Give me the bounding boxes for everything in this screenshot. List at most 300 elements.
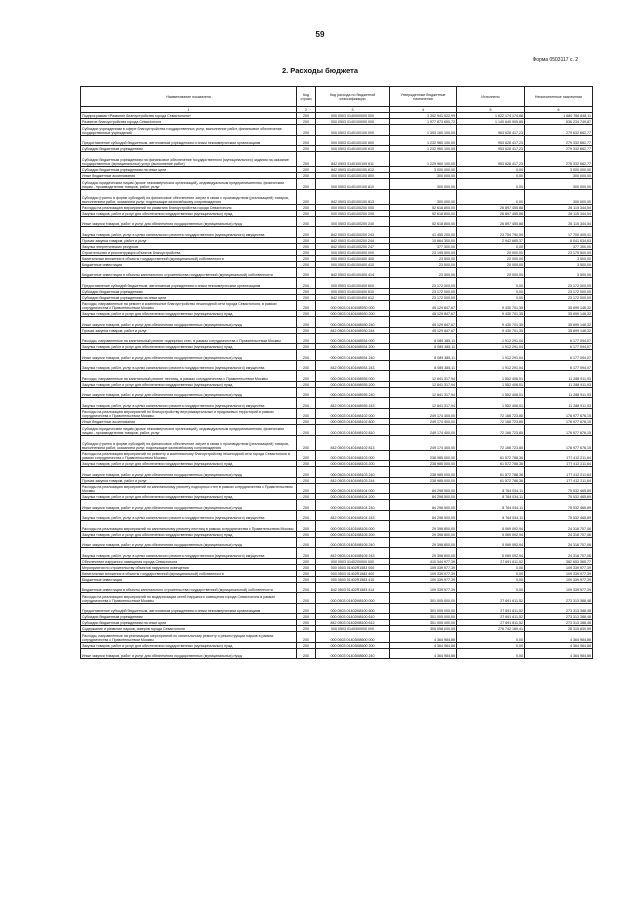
- cell-approved: 52 618 800,00: [390, 210, 457, 216]
- cell-indicator-name: Расходы, направленные на капитальный ремонт лестниц, в рамках сотрудничества с Правительством Москвы: [81, 371, 297, 382]
- cell-budget-code: 842 0503 0140100200 244: [316, 237, 390, 243]
- cell-line-code: 200: [297, 371, 316, 382]
- cell-line-code: 200: [297, 360, 316, 371]
- cell-remaining: 26 115 344,54: [525, 204, 593, 210]
- cell-indicator-name: Бюджетные инвестиции: [81, 261, 297, 267]
- cell-line-code: 200: [297, 425, 316, 436]
- cell-budget-code: 000 0503 01401М8104 240: [316, 500, 390, 511]
- cell-budget-code: 000 0503 0140100400 410: [316, 261, 390, 267]
- cell-budget-code: 000 0503 0140100100 000: [316, 125, 390, 136]
- cell-budget-code: 000 0503 0140100000 000: [316, 119, 390, 125]
- cell-budget-code: 000 0503 01402R1583 410: [316, 576, 390, 582]
- cell-approved: 23 500,00: [390, 261, 457, 267]
- cell-approved: 301 005 000,00: [390, 603, 457, 614]
- cell-executed: 953 628 417,23: [457, 135, 525, 146]
- cell-approved: 1 229 960 100,00: [390, 152, 457, 167]
- table-row: [81, 521, 593, 532]
- cell-remaining: 75 532 465,89: [525, 494, 593, 500]
- cell-remaining: 3 000 000,00: [525, 167, 593, 173]
- cell-indicator-name: Мероприятия по строительству объектов наружного освещения: [81, 564, 297, 570]
- cell-approved: 109 339 977,39: [390, 576, 457, 582]
- cell-executed: 1 140 640 905,85: [457, 119, 525, 125]
- cell-remaining: 6 177 094,07: [525, 344, 593, 350]
- cell-budget-code: 842 0503 01401М8103 244: [316, 477, 390, 483]
- cell-line-code: 200: [297, 255, 316, 261]
- cell-executed: 20 000,00: [457, 261, 525, 267]
- cell-budget-code: 000 0503 01402М8100 610: [316, 614, 390, 620]
- cell-executed: 26 897 455,88: [457, 210, 525, 216]
- cell-budget-code: 842 0503 01401М8935 243: [316, 398, 390, 409]
- cell-indicator-name: Субсидии юридическим лицам (кроме некоммерческих организаций), индивидуальным предпринимателям, физическим лицам - производителям товаров, работ, услуг: [81, 425, 297, 436]
- cell-line-code: 200: [297, 327, 316, 333]
- cell-line-code: 200: [297, 146, 316, 152]
- table-row: [81, 558, 593, 564]
- cell-budget-code: 000 0503 01401М8930 240: [316, 317, 390, 328]
- cell-indicator-name: Иные закупки товаров, работ и услуг для обеспечения государственных (муниципальных) нужд: [81, 467, 297, 478]
- cell-line-code: 200: [297, 548, 316, 559]
- cell-budget-code: 000 0503 01401М8102 800: [316, 419, 390, 425]
- cell-executed: 5 069 092,94: [457, 548, 525, 559]
- cell-remaining: 1 680 766 848,11: [525, 113, 593, 119]
- cell-executed: 0,00: [457, 632, 525, 643]
- cell-indicator-name: Обеспечение наружного освещения города Севастополя: [81, 558, 297, 564]
- cell-line-code: 200: [297, 300, 316, 311]
- cell-budget-code: 000 0503 01401М8105 200: [316, 531, 390, 537]
- cell-remaining: 3 500,00: [525, 255, 593, 261]
- cell-executed: 276 742 169,41: [457, 626, 525, 632]
- cell-budget-code: 000 0503 01401М8103 240: [316, 467, 390, 478]
- header-approved: Утвержденные бюджетные назначения: [390, 87, 457, 107]
- cell-approved: 52 618 800,00: [390, 216, 457, 227]
- cell-executed: 0,00: [457, 564, 525, 570]
- cell-remaining: 177 412 211,64: [525, 461, 593, 467]
- cell-budget-code: 842 0503 0140100200 247: [316, 243, 390, 249]
- cell-remaining: 4 364 984,88: [525, 632, 593, 643]
- cell-remaining: 11 288 911,93: [525, 398, 593, 409]
- header-indicator-name: Наименование показателя: [81, 87, 297, 107]
- table-row: [81, 333, 593, 344]
- cell-approved: 23 172 000,00: [390, 294, 457, 300]
- cell-approved: 45 129 847,67: [390, 300, 457, 311]
- cell-approved: 3 000 000,00: [390, 167, 457, 173]
- cell-budget-code: 000 0503 01401М8105 000: [316, 521, 390, 532]
- table-row: [81, 344, 593, 350]
- table-row: [81, 294, 593, 300]
- table-row: [81, 531, 593, 537]
- cell-approved: 23 172 000,00: [390, 278, 457, 289]
- cell-indicator-name: Расходы на реализацию мероприятий по капитальному ремонту подпорных стен в рамках сотрудничества с Правительством Москвы: [81, 483, 297, 494]
- table-row: [81, 582, 593, 593]
- cell-executed: 1 622 174 174,88: [457, 113, 525, 119]
- cell-remaining: 8 041 634,63: [525, 237, 593, 243]
- cell-line-code: 200: [297, 350, 316, 361]
- cell-indicator-name: Расходы, направленные на капитальный ремонт подпорных стен, в рамках сотрудничества с Правительством Москвы: [81, 333, 297, 344]
- cell-approved: 238 985 000,00: [390, 467, 457, 478]
- cell-indicator-name: Закупка товаров, работ и услуг для обеспечения государственных (муниципальных) нужд: [81, 210, 297, 216]
- cell-line-code: 200: [297, 227, 316, 238]
- cell-executed: 61 572 788,36: [457, 450, 525, 461]
- cell-line-code: 200: [297, 237, 316, 243]
- cell-approved: 12 841 317,94: [390, 381, 457, 387]
- page-title: 2. Расходы бюджета: [281, 66, 359, 75]
- cell-executed: 0,00: [457, 167, 525, 173]
- cell-executed: 5 069 092,94: [457, 521, 525, 532]
- cell-approved: 45 129 847,67: [390, 327, 457, 333]
- cell-remaining: 11 288 911,93: [525, 387, 593, 398]
- cell-approved: 23 500,00: [390, 255, 457, 261]
- cell-remaining: 11 288 911,93: [525, 371, 593, 382]
- table-row: [81, 135, 593, 146]
- cell-line-code: 200: [297, 632, 316, 643]
- cell-indicator-name: Иные закупки товаров, работ и услуг для обеспечения государственных (муниципальных) нужд: [81, 387, 297, 398]
- cell-indicator-name: Субсидии бюджетным учреждениям: [81, 614, 297, 620]
- cell-executed: 0,00: [457, 570, 525, 576]
- cell-approved: 301 005 000,00: [390, 593, 457, 604]
- cell-budget-code: 000 0503 0140100100 810: [316, 179, 390, 190]
- cell-remaining: 176 977 676,15: [525, 435, 593, 450]
- cell-indicator-name: Расходы на реализацию мероприятий по развитию благоустройства города Севастополя: [81, 204, 297, 210]
- cell-approved: 84 298 500,00: [390, 494, 457, 500]
- cell-remaining: 24 318 707,06: [525, 537, 593, 548]
- cell-line-code: 200: [297, 558, 316, 564]
- header-line-code: Код строки: [297, 87, 316, 107]
- cell-line-code: 200: [297, 614, 316, 620]
- cell-budget-code: 000 0503 01403М8600 240: [316, 648, 390, 659]
- cell-indicator-name: Иные бюджетные ассигнования: [81, 419, 297, 425]
- cell-executed: 27 691 611,52: [457, 614, 525, 620]
- cell-budget-code: 000 0503 01401М8103 000: [316, 450, 390, 461]
- cell-approved: 45 129 847,67: [390, 317, 457, 328]
- table-row: [81, 570, 593, 576]
- cell-executed: 0,00: [457, 582, 525, 593]
- cell-executed: 8 764 034,11: [457, 494, 525, 500]
- cell-budget-code: 000 0503 01401М8103 200: [316, 461, 390, 467]
- cell-indicator-name: Содержание и развитие парков, скверов города Севастополя: [81, 626, 297, 632]
- table-row: [81, 626, 593, 632]
- cell-indicator-name: Субсидии (гранты в форме субсидий) на финансовое обеспечение затрат в связи с производством (реализацией) товаров, выполнением работ, оказанием услуг, подлежащие казначейскому сопровождению: [81, 435, 297, 450]
- cell-line-code: 200: [297, 450, 316, 461]
- cell-remaining: 177 412 211,64: [525, 450, 593, 461]
- cell-indicator-name: Закупка товаров, работ, услуг в целях капитального ремонта государственного (муниципального) имущества: [81, 227, 297, 238]
- cell-indicator-name: Закупка товаров, работ и услуг для обеспечения государственных (муниципальных) нужд: [81, 344, 297, 350]
- cell-line-code: 200: [297, 483, 316, 494]
- table-row: [81, 603, 593, 614]
- cell-approved: 300 000,00: [390, 189, 457, 204]
- cell-approved: 23 172 000,00: [390, 288, 457, 294]
- cell-executed: 72 166 723,85: [457, 425, 525, 436]
- column-number: 2: [297, 107, 316, 113]
- table-row: [81, 467, 593, 478]
- table-row: [81, 593, 593, 604]
- table-row: [81, 371, 593, 382]
- cell-executed: 27 691 611,52: [457, 558, 525, 564]
- cell-line-code: 200: [297, 113, 316, 119]
- cell-budget-code: 842 0503 0140100100 612: [316, 167, 390, 173]
- cell-remaining: 273 313 388,48: [525, 603, 593, 614]
- cell-remaining: 4 364 984,88: [525, 648, 593, 659]
- cell-line-code: 200: [297, 179, 316, 190]
- cell-approved: 84 298 500,00: [390, 510, 457, 521]
- cell-approved: 23 195 500,00: [390, 249, 457, 255]
- cell-executed: 61 572 788,36: [457, 461, 525, 467]
- cell-approved: 1 232 960 100,00: [390, 146, 457, 152]
- table-row: [81, 267, 593, 278]
- table-row: [81, 564, 593, 570]
- cell-indicator-name: Закупка товаров, работ и услуг для обеспечения государственных (муниципальных) нужд: [81, 494, 297, 500]
- table-row: [81, 648, 593, 659]
- cell-approved: 109 339 977,39: [390, 582, 457, 593]
- cell-remaining: 176 977 676,15: [525, 425, 593, 436]
- cell-line-code: 200: [297, 216, 316, 227]
- cell-indicator-name: Иные закупки товаров, работ и услуг для обеспечения государственных (муниципальных) нужд: [81, 216, 297, 227]
- cell-executed: 0,00: [457, 642, 525, 648]
- cell-budget-code: 000 0503 0140100200 200: [316, 210, 390, 216]
- cell-approved: 8 089 385,11: [390, 344, 457, 350]
- cell-indicator-name: Предоставление субсидий бюджетным, автономным учреждениям и иным некоммерческим организациям: [81, 278, 297, 289]
- cell-approved: 12 841 317,94: [390, 371, 457, 382]
- cell-executed: 23 754 790,59: [457, 227, 525, 238]
- cell-line-code: 200: [297, 398, 316, 409]
- cell-budget-code: 842 0503 01401М8930 244: [316, 327, 390, 333]
- column-number: 1: [81, 107, 297, 113]
- cell-indicator-name: Предоставление субсидий бюджетным, автономным учреждениям и иным некоммерческим организациям: [81, 135, 297, 146]
- cell-indicator-name: Капитальные вложения в объекты государственной (муниципальной) собственности: [81, 570, 297, 576]
- cell-executed: 27 691 611,52: [457, 593, 525, 604]
- cell-remaining: 177 412 211,64: [525, 467, 593, 478]
- cell-line-code: 200: [297, 173, 316, 179]
- cell-executed: 20 000,00: [457, 267, 525, 278]
- cell-line-code: 200: [297, 167, 316, 173]
- table-row: [81, 113, 593, 119]
- cell-executed: 61 572 788,36: [457, 467, 525, 478]
- cell-budget-code: 000 0503 0140200000 000: [316, 558, 390, 564]
- cell-remaining: 23 172 000,00: [525, 288, 593, 294]
- cell-approved: 249 174 400,00: [390, 419, 457, 425]
- cell-line-code: 200: [297, 620, 316, 626]
- cell-indicator-name: Капитальные вложения в объекты государственной (муниципальной) собственности: [81, 255, 297, 261]
- cell-line-code: 200: [297, 408, 316, 419]
- table-row: [81, 360, 593, 371]
- table-row: [81, 216, 593, 227]
- cell-approved: 238 985 000,00: [390, 477, 457, 483]
- cell-executed: 0,00: [457, 576, 525, 582]
- cell-indicator-name: Иные закупки товаров, работ и услуг для обеспечения государственных (муниципальных) нужд: [81, 648, 297, 659]
- cell-remaining: 176 977 676,15: [525, 408, 593, 419]
- cell-budget-code: 000 0503 01401М8930 200: [316, 311, 390, 317]
- cell-indicator-name: Закупка товаров, работ и услуг для обеспечения государственных (муниципальных) нужд: [81, 531, 297, 537]
- cell-budget-code: 000 0503 0140100200 000: [316, 204, 390, 210]
- cell-executed: 26 897 455,88: [457, 204, 525, 210]
- cell-remaining: 273 313 388,48: [525, 614, 593, 620]
- cell-line-code: 200: [297, 189, 316, 204]
- cell-indicator-name: Прочая закупка товаров, работ и услуг: [81, 477, 297, 483]
- cell-indicator-name: Расходы на реализацию мероприятий по ремонту и комплексному благоустройству пешеходной сети города Севастополя в рамках сотрудничества с Правительством Москвы: [81, 450, 297, 461]
- cell-executed: 0,00: [457, 179, 525, 190]
- cell-remaining: 26 115 344,54: [525, 210, 593, 216]
- cell-indicator-name: Расходы на реализацию мероприятий по капитальному ремонту лестниц в рамках сотрудничества с Правительством Москвы: [81, 521, 297, 532]
- cell-line-code: 200: [297, 521, 316, 532]
- column-number: 5: [457, 107, 525, 113]
- table-row: [81, 204, 593, 210]
- cell-line-code: 200: [297, 381, 316, 387]
- cell-remaining: 35 699 146,32: [525, 311, 593, 317]
- cell-line-code: 200: [297, 435, 316, 450]
- cell-budget-code: 842 0503 0140100400 414: [316, 267, 390, 278]
- cell-indicator-name: Расходы, направленные на ремонт и комплексное благоустройство пешеходной сети города Севастополя, в рамках сотрудничества с Правительством Москвы: [81, 300, 297, 311]
- cell-indicator-name: Бюджетные инвестиции: [81, 576, 297, 582]
- cell-remaining: 4 364 984,88: [525, 642, 593, 648]
- cell-budget-code: 000 0503 01402R1583 400: [316, 570, 390, 576]
- cell-line-code: 200: [297, 294, 316, 300]
- cell-indicator-name: Иные закупки товаров, работ и услуг для обеспечения государственных (муниципальных) нужд: [81, 350, 297, 361]
- cell-approved: 52 618 800,00: [390, 204, 457, 210]
- cell-budget-code: 000 0503 01403М8600 000: [316, 632, 390, 643]
- cell-approved: 12 841 317,94: [390, 398, 457, 409]
- column-number: 6: [525, 107, 593, 113]
- cell-executed: 1 552 406,01: [457, 387, 525, 398]
- cell-remaining: 3 500,00: [525, 261, 593, 267]
- cell-executed: 20 000,00: [457, 249, 525, 255]
- cell-budget-code: 842 0503 0140100400 612: [316, 294, 390, 300]
- cell-budget-code: 000 0503 0140300000 000: [316, 626, 390, 632]
- table-row: [81, 398, 593, 409]
- table-row: [81, 278, 593, 289]
- table-header-row: [81, 87, 593, 107]
- cell-executed: 0,00: [457, 189, 525, 204]
- cell-budget-code: 000 0503 01401М8935 240: [316, 387, 390, 398]
- cell-line-code: 200: [297, 288, 316, 294]
- cell-executed: 963 628 417,23: [457, 125, 525, 136]
- cell-executed: 953 628 417,23: [457, 146, 525, 152]
- cell-line-code: 200: [297, 119, 316, 125]
- header-remaining: Неисполненные назначения: [525, 87, 593, 107]
- cell-line-code: 200: [297, 387, 316, 398]
- table-row: [81, 450, 593, 461]
- cell-budget-code: 000 0503 01401М8934 200: [316, 344, 390, 350]
- cell-budget-code: 000 0503 01401М8102 000: [316, 408, 390, 419]
- cell-indicator-name: Расходы на реализацию мероприятий по модернизации сетей наружного освещения города Севастополя в рамках сотрудничества с Правительством Москвы: [81, 593, 297, 604]
- cell-line-code: 200: [297, 582, 316, 593]
- cell-remaining: 276 332 682,77: [525, 152, 593, 167]
- cell-remaining: 109 339 977,39: [525, 564, 593, 570]
- cell-executed: 1 552 406,01: [457, 398, 525, 409]
- table-row: [81, 300, 593, 311]
- cell-approved: 29 398 800,00: [390, 521, 457, 532]
- cell-budget-code: 000 0503 01402М8100 600: [316, 603, 390, 614]
- cell-indicator-name: Субсидии бюджетным учреждениям на иные цели: [81, 294, 297, 300]
- cell-approved: 84 298 500,00: [390, 500, 457, 511]
- cell-remaining: 279 632 682,77: [525, 125, 593, 136]
- cell-indicator-name: Субсидии бюджетным учреждениям: [81, 146, 297, 152]
- cell-budget-code: 842 0503 01401М8105 243: [316, 548, 390, 559]
- budget-expenses-table: [80, 86, 593, 659]
- cell-line-code: 200: [297, 510, 316, 521]
- cell-budget-code: 000 0503 01402R1583 000: [316, 564, 390, 570]
- cell-budget-code: 000 0503 0140000000 000: [316, 113, 390, 119]
- cell-line-code: 200: [297, 531, 316, 537]
- header-budget-code: Код расхода по бюджетной классификации: [316, 87, 390, 107]
- cell-executed: 72 166 723,85: [457, 419, 525, 425]
- cell-approved: 249 174 400,00: [390, 408, 457, 419]
- cell-line-code: 200: [297, 317, 316, 328]
- cell-line-code: 200: [297, 135, 316, 146]
- cell-line-code: 200: [297, 626, 316, 632]
- cell-remaining: 35 699 146,32: [525, 327, 593, 333]
- table-row: [81, 620, 593, 626]
- cell-executed: 27 691 611,52: [457, 620, 525, 626]
- cell-line-code: 200: [297, 261, 316, 267]
- cell-approved: 4 364 984,88: [390, 642, 457, 648]
- header-executed: Исполнено: [457, 87, 525, 107]
- cell-indicator-name: Закупка товаров, работ и услуг для обеспечения государственных (муниципальных) нужд: [81, 311, 297, 317]
- cell-remaining: 300 000,00: [525, 189, 593, 204]
- cell-remaining: 11 288 911,93: [525, 381, 593, 387]
- cell-approved: 1 977 873 650,72: [390, 119, 457, 125]
- cell-remaining: 24 318 707,06: [525, 548, 593, 559]
- cell-remaining: 6 177 094,07: [525, 350, 593, 361]
- cell-approved: 8 089 385,11: [390, 333, 457, 344]
- table-row: [81, 179, 593, 190]
- cell-indicator-name: Закупка товаров, работ, услуг в целях капитального ремонта государственного (муниципального) имущества: [81, 510, 297, 521]
- cell-line-code: 200: [297, 603, 316, 614]
- cell-approved: 249 174 400,00: [390, 435, 457, 450]
- cell-indicator-name: Предоставление субсидий бюджетным, автономным учреждениям и иным некоммерческим организациям: [81, 603, 297, 614]
- table-row: [81, 125, 593, 136]
- cell-line-code: 200: [297, 152, 316, 167]
- table-row: [81, 255, 593, 261]
- cell-executed: 61 572 788,36: [457, 477, 525, 483]
- cell-line-code: 200: [297, 564, 316, 570]
- cell-remaining: 75 532 465,89: [525, 500, 593, 511]
- cell-budget-code: 000 0503 01401М8105 240: [316, 537, 390, 548]
- cell-executed: 8 764 034,11: [457, 500, 525, 511]
- cell-line-code: 200: [297, 537, 316, 548]
- cell-approved: 301 005 000,00: [390, 614, 457, 620]
- cell-approved: 8 089 385,11: [390, 350, 457, 361]
- cell-approved: 23 500,00: [390, 267, 457, 278]
- cell-executed: 2 942 665,37: [457, 237, 525, 243]
- cell-executed: 9 430 701,35: [457, 311, 525, 317]
- cell-budget-code: 000 0503 0140100200 240: [316, 216, 390, 227]
- cell-executed: 953 628 417,23: [457, 152, 525, 167]
- cell-remaining: 109 339 977,39: [525, 576, 593, 582]
- cell-budget-code: 000 0503 01401М8934 240: [316, 350, 390, 361]
- table-row: [81, 227, 593, 238]
- cell-indicator-name: Закупка товаров, работ, услуг в целях капитального ремонта государственного (муниципального) имущества: [81, 360, 297, 371]
- cell-budget-code: 842 0503 01402R1583 414: [316, 582, 390, 593]
- cell-remaining: 24 318 707,06: [525, 521, 593, 532]
- cell-indicator-name: Иные закупки товаров, работ и услуг для обеспечения государственных (муниципальных) нужд: [81, 317, 297, 328]
- cell-indicator-name: Прочая закупка товаров, работ и услуг: [81, 237, 297, 243]
- cell-line-code: 200: [297, 278, 316, 289]
- cell-budget-code: 842 0503 0140100100 813: [316, 189, 390, 204]
- cell-indicator-name: Субсидии юридическим лицам (кроме некоммерческих организаций), индивидуальным предпринимателям, физическим лицам - производителям товаров, работ, услуг: [81, 179, 297, 190]
- cell-remaining: 109 339 977,39: [525, 582, 593, 593]
- cell-indicator-name: Развитие благоустройства города Севастополя: [81, 119, 297, 125]
- cell-line-code: 200: [297, 267, 316, 278]
- cell-line-code: 200: [297, 344, 316, 350]
- table-row: [81, 510, 593, 521]
- cell-indicator-name: Закупка товаров, работ и услуг для обеспечения государственных (муниципальных) нужд: [81, 461, 297, 467]
- table-row: [81, 548, 593, 559]
- cell-budget-code: 000 0503 0140100400 000: [316, 249, 390, 255]
- cell-approved: 300 000,00: [390, 179, 457, 190]
- cell-indicator-name: Бюджетные инвестиции в объекты капитального строительства государственной (муниципальной) собственности: [81, 582, 297, 593]
- cell-remaining: 24 318 707,06: [525, 531, 593, 537]
- cell-indicator-name: Подпрограмма «Развитие благоустройства города Севастополя»: [81, 113, 297, 119]
- cell-indicator-name: Субсидии бюджетным учреждениям на иные цели: [81, 167, 297, 173]
- cell-approved: 10 664 300,00: [390, 237, 457, 243]
